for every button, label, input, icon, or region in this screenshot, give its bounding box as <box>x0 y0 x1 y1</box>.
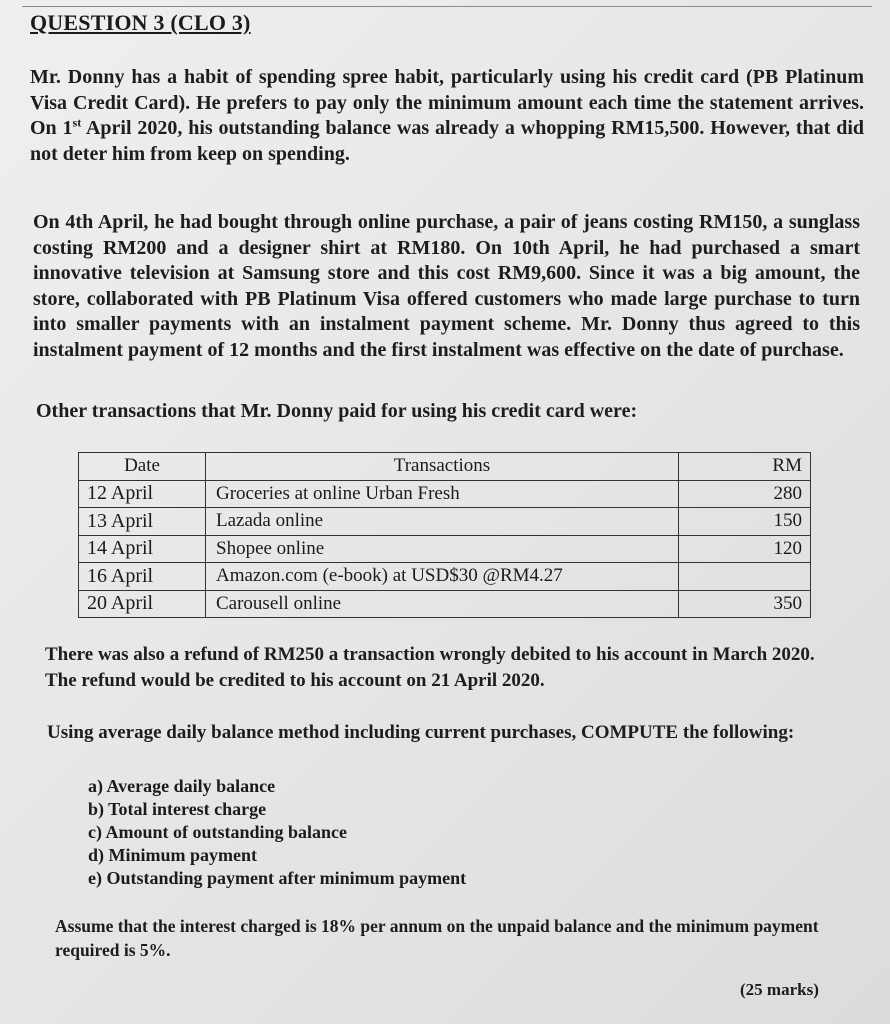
assumption-paragraph: Assume that the interest charged is 18% per annum on the unpaid balance and the minimum payment required is 5%. <box>55 916 819 960</box>
purchases-paragraph: On 4th April, he had bought through online purchase, a pair of jeans costing RM150, a sunglass costing RM200 and a designer shirt at RM180. On 10th April, he had purchased a smart innovative television at Samsung store and this cost RM9,600. Since it was a big amount, the store, collaborated with PB Platinum Visa offered customers who made large purchase to turn into smaller payments with an instalment payment scheme. Mr. Donny thus agreed to this instalment payment of 12 months and the first instalment was effective on the date of purchase. <box>33 211 860 361</box>
list-item: d) Minimum payment <box>88 845 258 865</box>
marks-label: (25 marks) <box>740 980 819 999</box>
row-transaction: Shopee online <box>206 535 679 563</box>
tasks-list <box>88 775 466 890</box>
compute-instruction: Using average daily balance method including current purchases, COMPUTE the following: <box>47 722 795 743</box>
table-row <box>79 480 811 508</box>
row-amount: 350 <box>679 590 811 618</box>
row-amount: 120 <box>679 535 811 563</box>
row-amount: 150 <box>679 508 811 536</box>
intro-paragraph <box>30 65 864 167</box>
row-date: 20 April <box>79 590 206 618</box>
header-transactions: Transactions <box>206 453 679 481</box>
table-row <box>79 590 811 618</box>
top-rule <box>22 6 872 7</box>
row-transaction: Amazon.com (e-book) at USD$30 @RM4.27 <box>206 563 679 591</box>
list-item: e) Outstanding payment after minimum payment <box>88 868 467 888</box>
list-item: c) Amount of outstanding balance <box>88 822 348 842</box>
question-heading: QUESTION 3 (CLO 3) <box>30 10 251 35</box>
table-header-row <box>79 453 811 481</box>
row-transaction: Groceries at online Urban Fresh <box>206 480 679 508</box>
list-item: b) Total interest charge <box>88 799 267 819</box>
table-row <box>79 563 811 591</box>
row-amount: 280 <box>679 480 811 508</box>
header-rm: RM <box>679 453 811 481</box>
row-date: 13 April <box>79 508 206 536</box>
intro-text-part2: April 2020, his outstanding balance was already a whopping RM15,500. However, that did not deter him from keep on spending. <box>30 117 864 165</box>
refund-paragraph: There was also a refund of RM250 a transaction wrongly debited to his account in March 2020. The refund would be credited to his account on 21 April 2020. <box>45 644 815 691</box>
table-row <box>79 535 811 563</box>
row-date: 14 April <box>79 535 206 563</box>
row-transaction: Carousell online <box>206 590 679 618</box>
row-transaction: Lazada online <box>206 508 679 536</box>
list-item: a) Average daily balance <box>88 776 276 796</box>
row-date: 16 April <box>79 563 206 591</box>
transactions-intro: Other transactions that Mr. Donny paid for using his credit card were: <box>36 400 638 422</box>
row-amount <box>679 563 811 591</box>
row-date: 12 April <box>79 480 206 508</box>
intro-superscript: st <box>72 115 82 130</box>
table-row <box>79 508 811 536</box>
intro-text-part1: Mr. Donny has a habit of spending spree habit, particularly using his credit card (PB Platinum Visa Credit Card). He prefers to pay only the minimum amount each time the statement arrives. On 1 <box>30 66 864 139</box>
transactions-table <box>78 452 811 618</box>
header-date: Date <box>79 453 206 481</box>
